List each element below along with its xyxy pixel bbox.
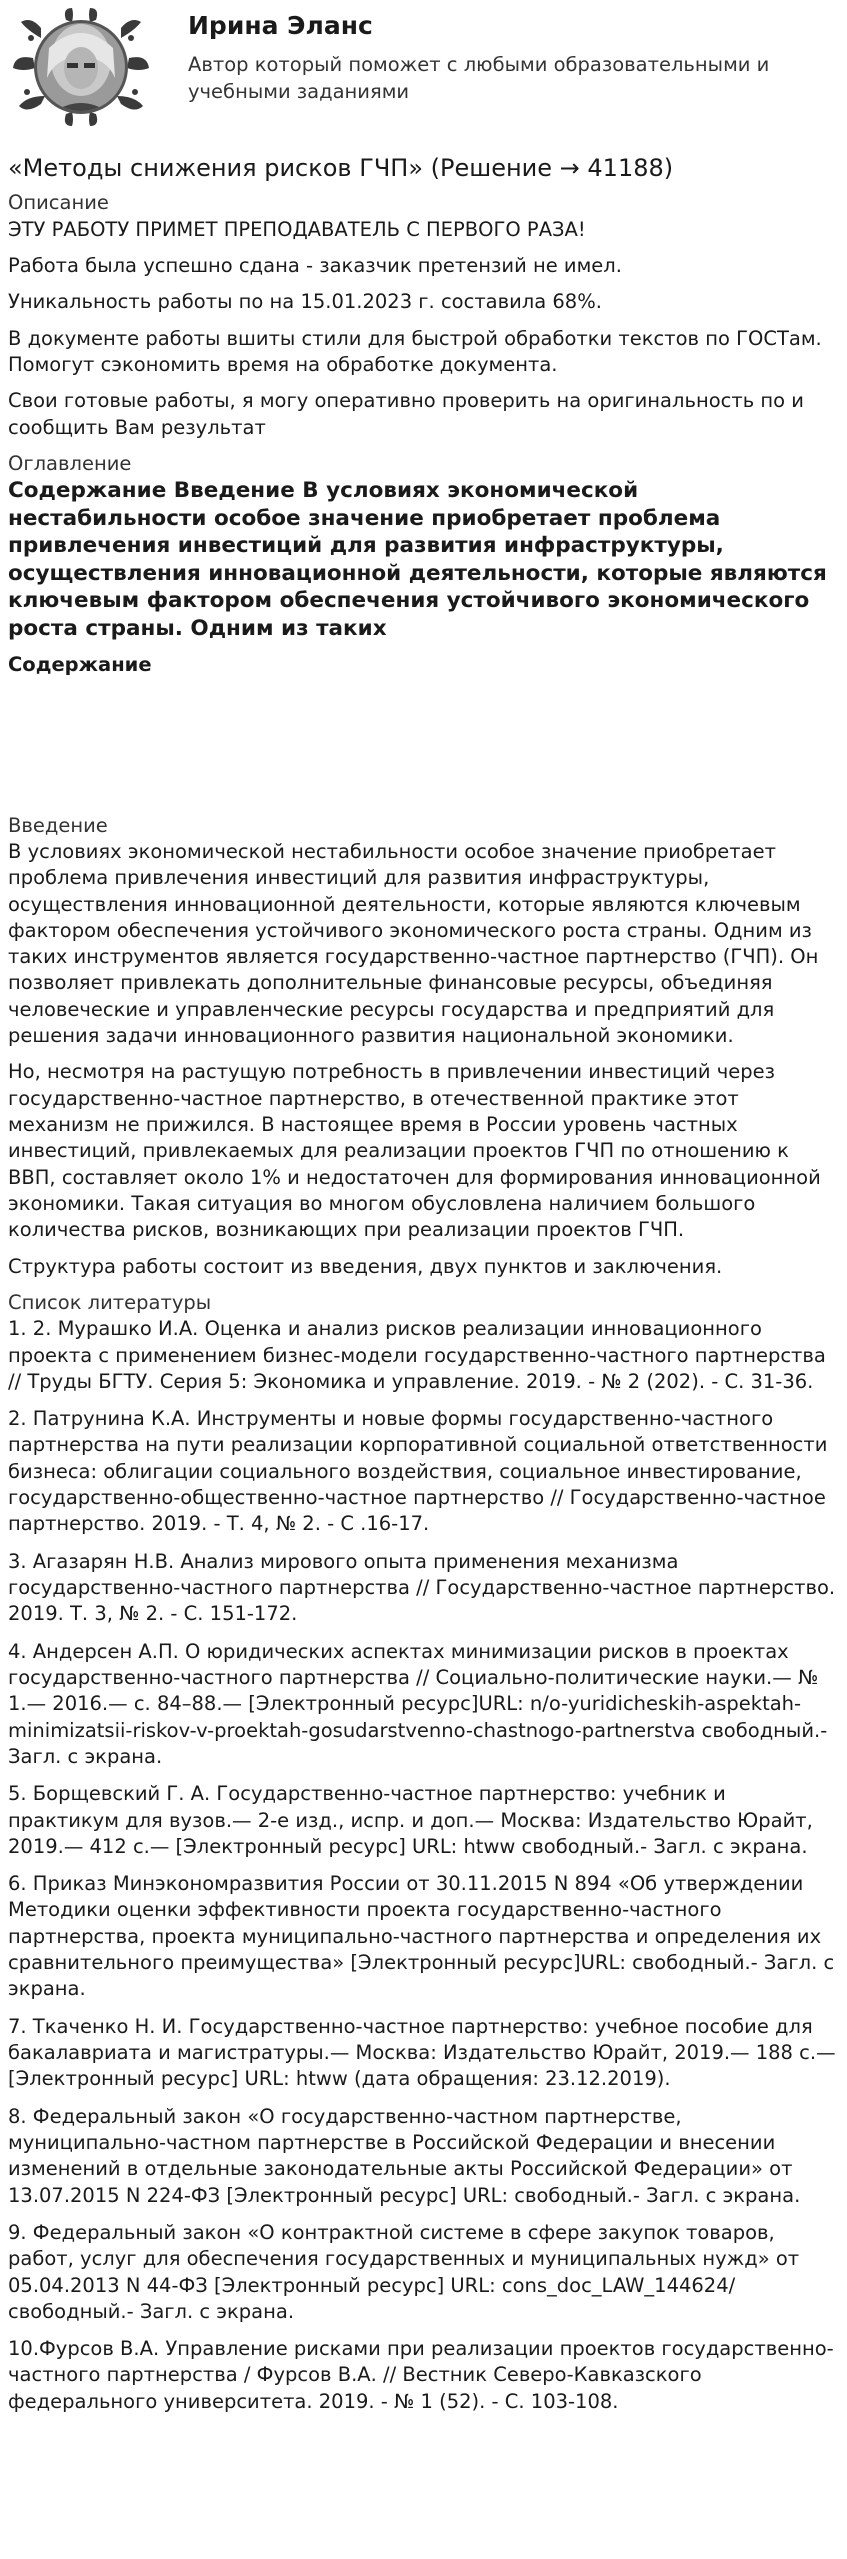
toc-heading: Содержание Введение В условиях экономической нестабильности особое значение приобретает проблема привлечения инвестиций для развития инфраструктуры, осуществления инновационной деятельности, которые являются ключевым фактором обеспечения устойчивого экономического роста страны. Одним из таких — [8, 478, 827, 641]
description-paragraph: Работа была успешно сдана - заказчик претензий не имел. — [8, 254, 622, 278]
intro-label: Введение — [8, 813, 108, 837]
references-list — [8, 1316, 839, 2415]
reference-item: 7. Ткаченко Н. И. Государственно-частное партнерство: учебное пособие для бакалавриата и магистратуры.— Москва: Издательство Юрайт, 2019.— 188 с.— [Электронный ресурс] URL: htww (дата обращения: 23.12.2019). — [8, 2014, 836, 2091]
description-paragraph: ЭТУ РАБОТУ ПРИМЕТ ПРЕПОДАВАТЕЛЬ С ПЕРВОГО РАЗА! — [8, 217, 586, 241]
author-card — [8, 0, 839, 152]
reference-item: 10.Фурсов В.А. Управление рисками при реализации проектов государственно-частного партнерства / Фурсов В.А. // Вестник Северо-Кавказского федерального университета. 2019. - № 1 (52). - С. 103-108. — [8, 2337, 834, 2413]
reference-item: 5. Борщевский Г. А. Государственно-частное партнерство: учебник и практикум для вузов.— 2-е изд., испр. и доп.— Москва: Издательство Юрайт, 2019.— 412 с.— [Электронный ресурс] URL: htww свободный.- Загл. с экрана. — [8, 1782, 813, 1858]
reference-item: 3. Агазарян Н.В. Анализ мирового опыта применения механизма государственно-частного партнерства // Государственно-частное партнерство. 2019. Т. 3, № 2. - С. 151-172. — [8, 1549, 836, 1626]
avatar-frame-icon — [11, 8, 151, 126]
description-paragraph: Свои готовые работы, я могу оперативно проверить на оригинальность по и сообщить Вам результат — [8, 389, 804, 439]
reference-item: 9. Федеральный закон «О контрактной системе в сфере закупок товаров, работ, услуг для обеспечения государственных и муниципальных нужд» от 05.04.2013 N 44-ФЗ [Электронный ресурс] URL: cons_doc_LAW_144624/ свободный.- Загл. с экрана. — [8, 2220, 800, 2323]
description-paragraph: Уникальность работы по на 15.01.2023 г. составила 68%. — [8, 290, 602, 314]
author-info — [188, 8, 839, 106]
toc-label: Оглавление — [8, 451, 132, 475]
intro-paragraph: Структура работы состоит из введения, двух пунктов и заключения. — [8, 1254, 723, 1278]
reference-item: 2. Патрунина К.А. Инструменты и новые формы государственно-частного партнерства на пути реализации корпоративной социальной ответственности бизнеса: облигации социального воздействия, социальное инвестирование, государственно-общественно-частное партнерство // Государственно-частное партнерство. 2019. - Т. 4, № 2. - С .16-17. — [8, 1407, 828, 1536]
contents-label: Содержание — [8, 653, 152, 677]
reference-item: 8. Федеральный закон «О государственно-частном партнерстве, муниципально-частном партнерстве в Российской Федерации и внесении изменений в отдельные законодательные акты Российской Федерации» от 13.07.2015 N 224-ФЗ [Электронный ресурс] URL: свободный.- Загл. с экрана. — [8, 2104, 801, 2207]
blank-space — [8, 679, 839, 809]
author-name[interactable]: Ирина Эланс — [188, 11, 373, 40]
references-label: Список литературы — [8, 1290, 212, 1314]
description-paragraph: В документе работы вшиты стили для быстрой обработки текстов по ГОСТам. Помогут сэкономить время на обработке документа. — [8, 326, 822, 376]
intro-paragraph: Но, несмотря на растущую потребность в привлечении инвестиций через государственно-частное партнерство, в отечественной практике этот механизм не прижился. В настоящее время в России уровень частных инвестиций, привлекаемых для реализации проектов ГЧП по отношению к ВВП, составляет около 1% и недостаточен для формирования инновационной экономики. Такая ситуация во многом обусловлена наличием большого количества рисков, возникающих при реализации проектов ГЧП. — [8, 1060, 821, 1242]
intro-paragraph: В условиях экономической нестабильности особое значение приобретает проблема привлечения инвестиций для развития инфраструктуры, осуществления инновационной деятельности, которые являются ключевым фактором обеспечения устойчивого экономического роста страны. Одним из таких инструментов является государственно-частное партнерство (ГЧП). Он позволяет привлекать дополнительные финансовые ресурсы, объединяя человеческие и управленческие ресурсы государства и предприятий для решения задачи инновационного развития национальной экономики. — [8, 839, 819, 1048]
author-description: Автор который поможет с любыми образовательными и учебными заданиями — [188, 52, 770, 104]
author-avatar[interactable] — [8, 8, 153, 126]
description-label: Описание — [8, 191, 109, 215]
reference-item: 1. 2. Мурашко И.А. Оценка и анализ рисков реализации инновационного проекта с применением бизнес-модели государственно-частного партнерства // Труды БГТУ. Серия 5: Экономика и управление. 2019. - № 2 (202). - С. 31-36. — [8, 1317, 826, 1393]
work-title: «Методы снижения рисков ГЧП» (Решение → 41188) — [8, 154, 674, 182]
reference-item: 6. Приказ Минэкономразвития России от 30.11.2015 N 894 «Об утверждении Методики оценки эффективности проекта государственно-частного партнерства, проекта муниципально-частного партнерства и определения их сравнительного преимущества» [Электронный ресурс]URL: свободный.- Загл. с экрана. — [8, 1872, 835, 2001]
reference-item: 4. Андерсен А.П. О юридических аспектах минимизации рисков в проектах государственно-частного партнерства // Социально-политические науки.— № 1.— 2016.— с. 84–88.— [Электронный ресурс]URL: n/o-yuridicheskih-aspektah-minimizatsii-riskov-v-proektah-gosudarstvenno-chastnogo-partnerstva свободный.- Загл. с экрана. — [8, 1639, 828, 1768]
